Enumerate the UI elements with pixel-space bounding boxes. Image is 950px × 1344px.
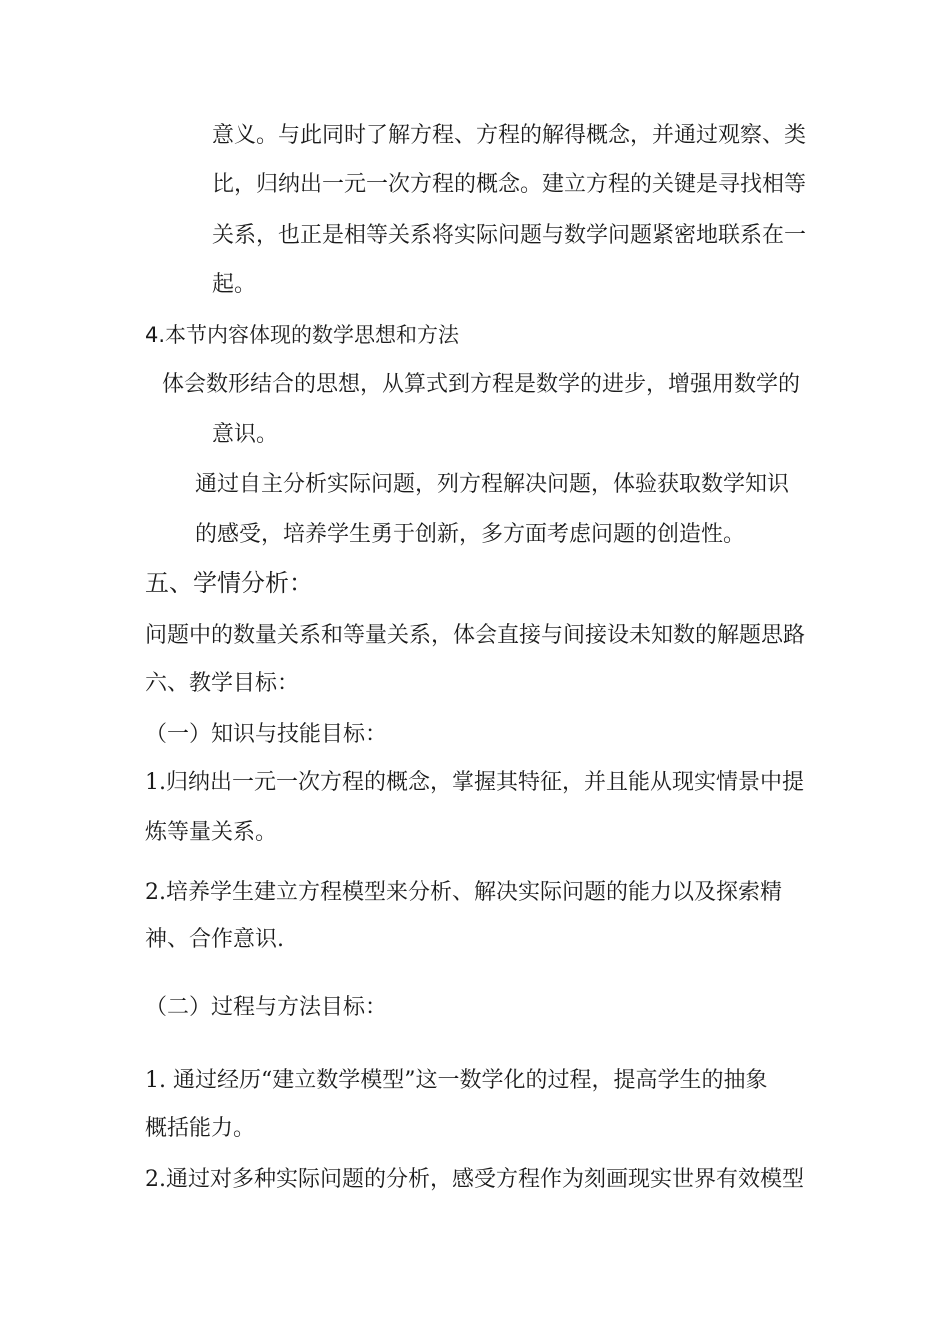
list-item-line: 神、合作意识. bbox=[145, 927, 284, 952]
list-item-line: 2.通过对多种实际问题的分析，感受方程作为刻画现实世界有效模型 bbox=[145, 1167, 804, 1192]
list-item-line: 1. 通过经历“建立数学模型”这一数学化的过程，提高学生的抽象 bbox=[145, 1068, 768, 1093]
paragraph-line: 体会数形结合的思想，从算式到方程是数学的进步，增强用数学的 bbox=[162, 372, 801, 397]
list-item-line: 炼等量关系。 bbox=[145, 820, 278, 845]
paragraph-line: 比，归纳出一元一次方程的概念。建立方程的关键是寻找相等 bbox=[212, 172, 807, 197]
subsection-heading: （二）过程与方法目标： bbox=[145, 995, 388, 1020]
list-item-line: 2.培养学生建立方程模型来分析、解决实际问题的能力以及探索精 bbox=[145, 880, 782, 905]
paragraph-line: 起。 bbox=[212, 272, 257, 297]
list-item-line: 概括能力。 bbox=[145, 1116, 256, 1141]
paragraph-line: 通过自主分析实际问题，列方程解决问题，体验获取数学知识 bbox=[195, 472, 790, 497]
section-6-heading: 六、教学目标： bbox=[145, 671, 300, 696]
section-5-heading: 五、学情分析： bbox=[145, 569, 313, 597]
paragraph-line: 意义。与此同时了解方程、方程的解得概念，并通过观察、类 bbox=[212, 123, 807, 148]
subsection-heading: （一）知识与技能目标： bbox=[145, 722, 388, 747]
paragraph-line: 关系，也正是相等关系将实际问题与数学问题紧密地联系在一 bbox=[212, 223, 807, 248]
paragraph-line: 问题中的数量关系和等量关系，体会直接与间接设未知数的解题思路 bbox=[145, 623, 806, 648]
section-4-heading: 4.本节内容体现的数学思想和方法 bbox=[145, 323, 460, 347]
list-item-line: 1.归纳出一元一次方程的概念，掌握其特征，并且能从现实情景中提 bbox=[145, 770, 804, 795]
paragraph-line: 意识。 bbox=[212, 422, 279, 447]
paragraph-line: 的感受，培养学生勇于创新，多方面考虑问题的创造性。 bbox=[195, 522, 746, 547]
